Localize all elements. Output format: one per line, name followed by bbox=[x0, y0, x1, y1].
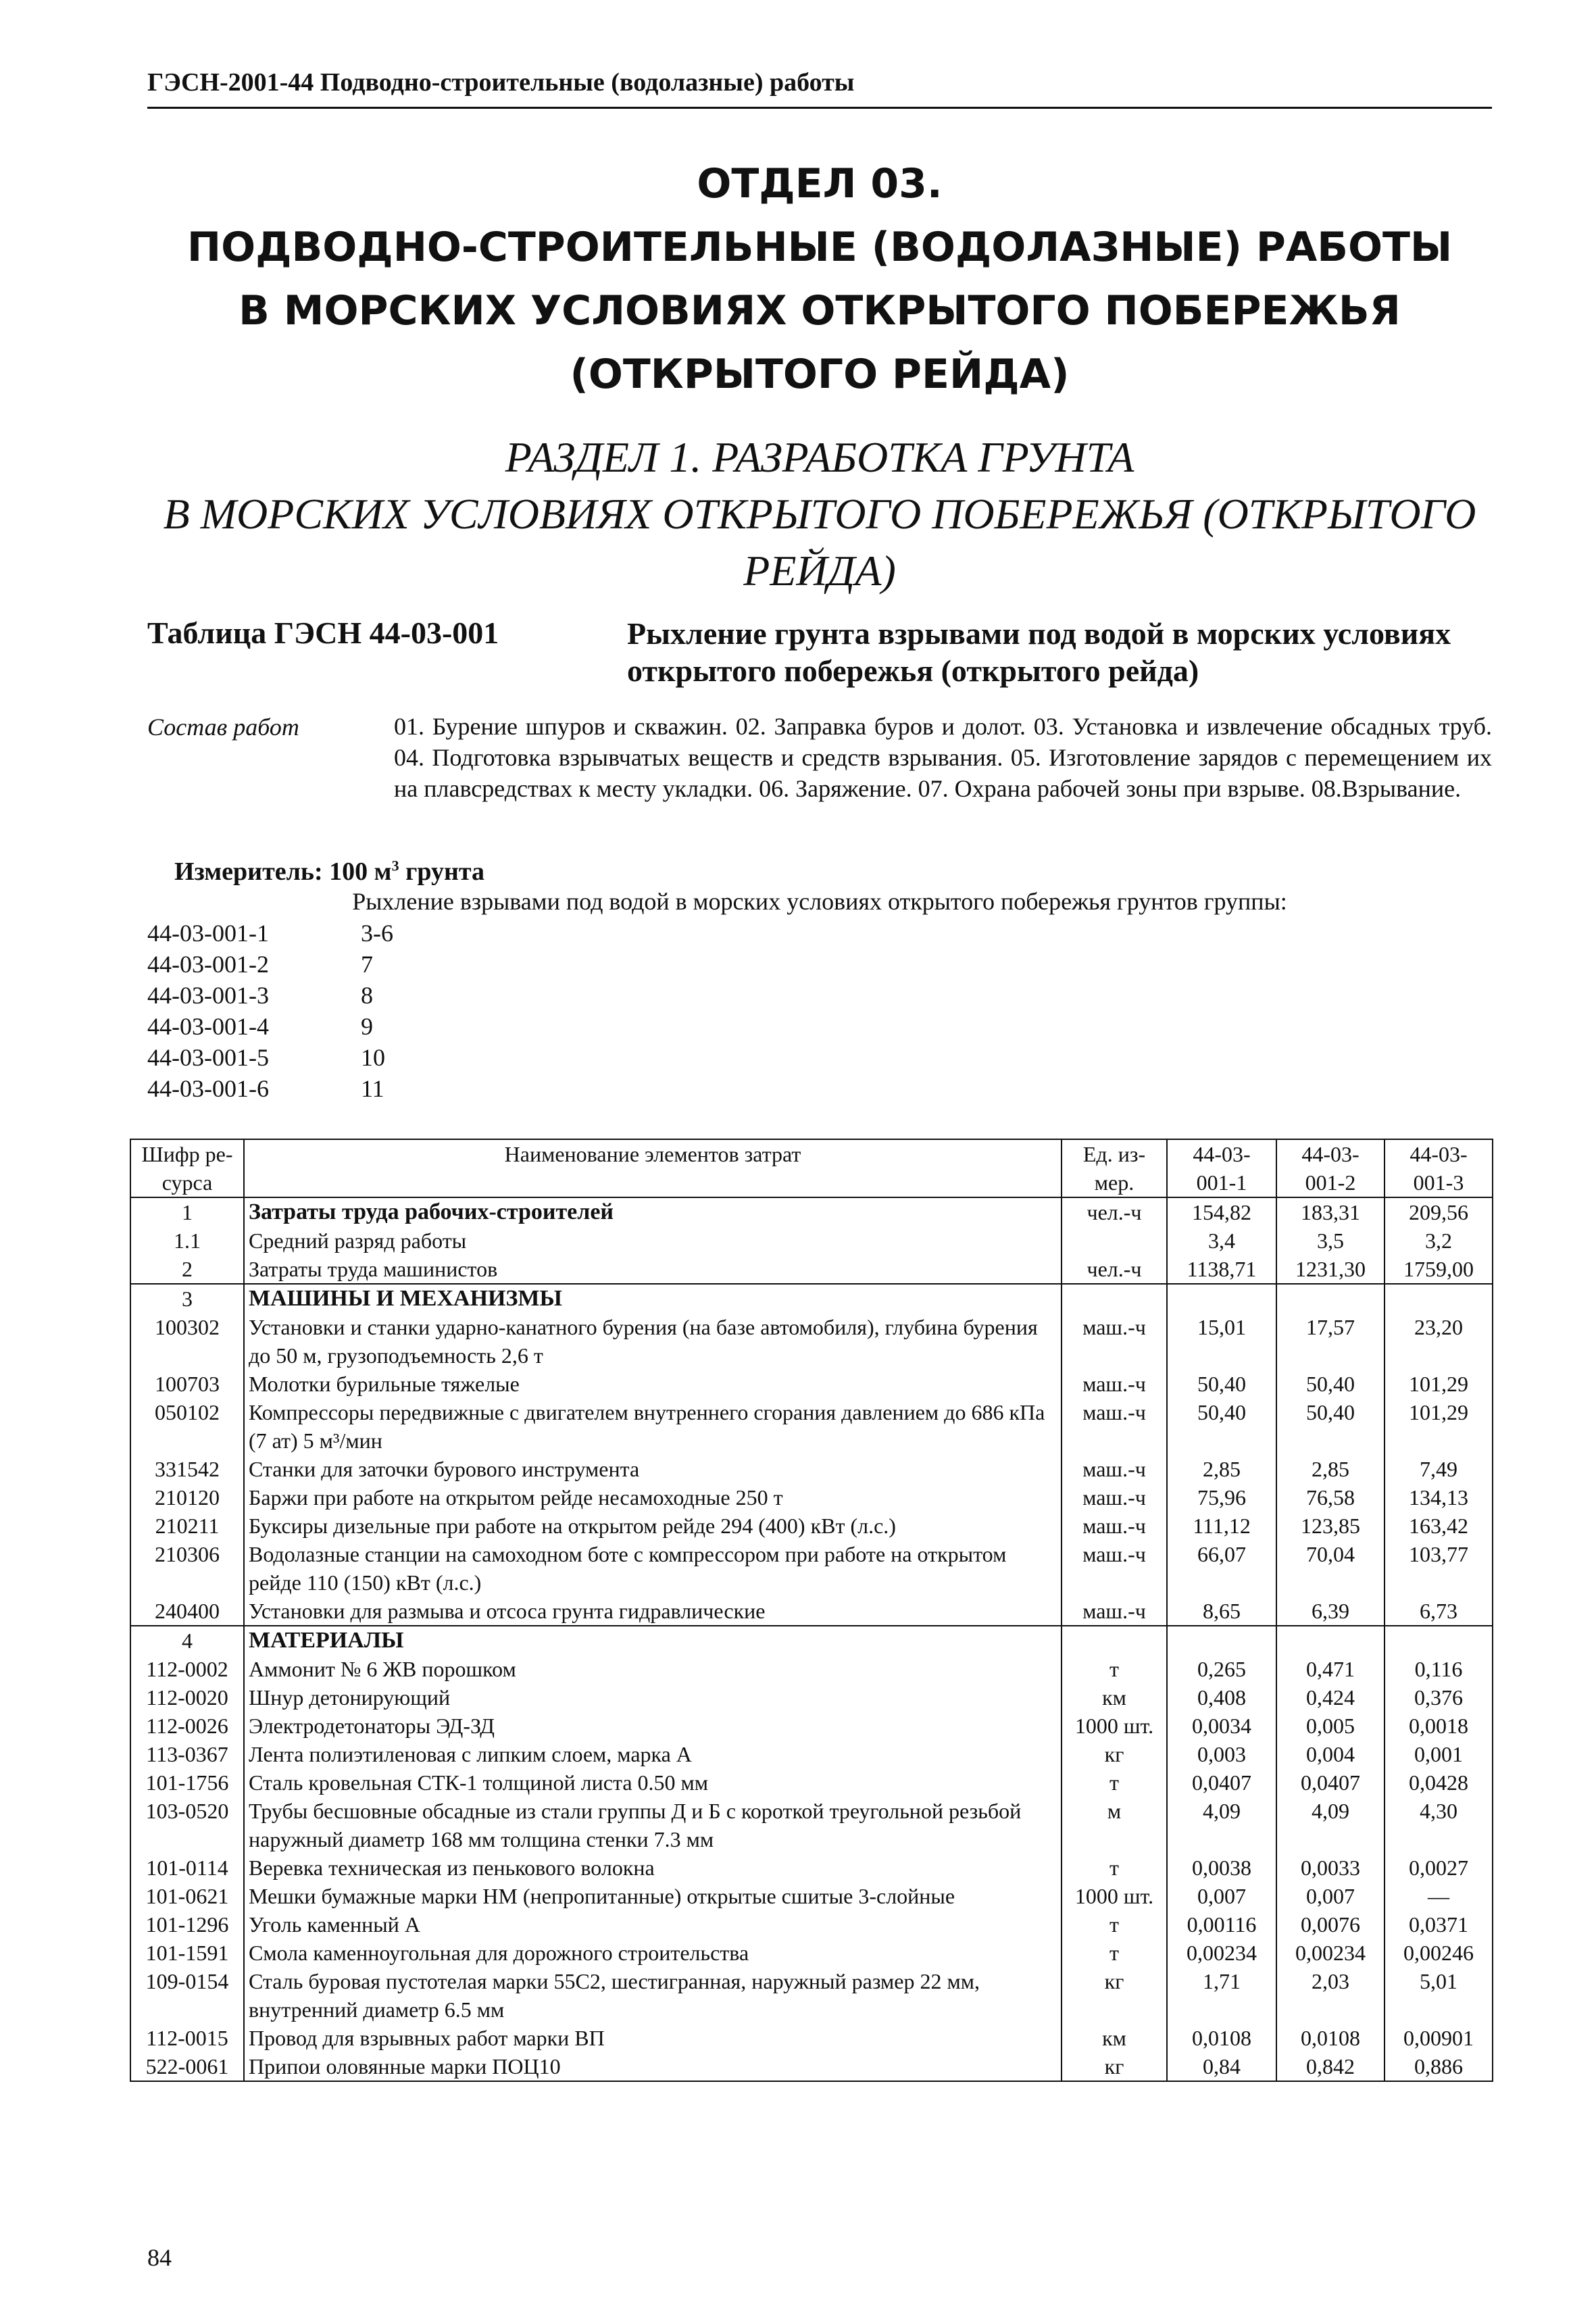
resource-unit: маш.-ч bbox=[1062, 1398, 1167, 1455]
value-col3: 163,42 bbox=[1385, 1512, 1493, 1540]
resource-unit: чел.-ч bbox=[1062, 1255, 1167, 1284]
table-row bbox=[130, 1226, 1493, 1255]
page-number: 84 bbox=[147, 2244, 172, 2271]
table-body bbox=[130, 1197, 1493, 2081]
header-name bbox=[244, 1139, 1062, 1197]
value-col2: 0,424 bbox=[1276, 1683, 1385, 1712]
resource-unit: маш.-ч bbox=[1062, 1512, 1167, 1540]
resource-code: 4 bbox=[130, 1626, 244, 1655]
value-col1: 66,07 bbox=[1167, 1540, 1276, 1597]
value-col3: 0,0027 bbox=[1385, 1853, 1493, 1882]
value-col2: 183,31 bbox=[1276, 1197, 1385, 1226]
value-col3: 209,56 bbox=[1385, 1197, 1493, 1226]
code-item bbox=[147, 918, 393, 949]
value-col2: 4,09 bbox=[1276, 1797, 1385, 1853]
resource-name: Средний разряд работы bbox=[244, 1226, 1062, 1255]
header-col2-line: 001-2 bbox=[1305, 1170, 1356, 1195]
meter-prefix: Измеритель: 100 м bbox=[174, 857, 392, 886]
value-col3: 101,29 bbox=[1385, 1370, 1493, 1398]
resource-unit: маш.-ч bbox=[1062, 1370, 1167, 1398]
resource-name: Станки для заточки бурового инструмента bbox=[244, 1455, 1062, 1483]
value-col2: 0,471 bbox=[1276, 1655, 1385, 1683]
table-row bbox=[130, 1512, 1493, 1540]
header-code-line: сурса bbox=[161, 1170, 213, 1195]
section-heading bbox=[147, 429, 1492, 599]
resource-name: Шнур детонирующий bbox=[244, 1683, 1062, 1712]
value-col3: 7,49 bbox=[1385, 1455, 1493, 1483]
value-col2: 50,40 bbox=[1276, 1398, 1385, 1455]
value-col2: 70,04 bbox=[1276, 1540, 1385, 1597]
value-col1: 0,00234 bbox=[1167, 1939, 1276, 1967]
value-col1: 50,40 bbox=[1167, 1398, 1276, 1455]
resource-name: Трубы бесшовные обсадные из стали группы Д и Б с короткой треугольной резьбой наружный диаметр 168 мм толщина стенки 7.3 мм bbox=[244, 1797, 1062, 1853]
value-col2: 2,03 bbox=[1276, 1967, 1385, 2024]
value-col3: 1759,00 bbox=[1385, 1255, 1493, 1284]
code-item bbox=[147, 1042, 393, 1073]
resource-name: Смола каменноугольная для дорожного строительства bbox=[244, 1939, 1062, 1967]
resource-unit: 1000 шт. bbox=[1062, 1712, 1167, 1740]
resource-name: Аммонит № 6 ЖВ порошком bbox=[244, 1655, 1062, 1683]
resource-name: Электродетонаторы ЭД-ЗД bbox=[244, 1712, 1062, 1740]
value-col2: 0,004 bbox=[1276, 1740, 1385, 1768]
resource-unit: маш.-ч bbox=[1062, 1540, 1167, 1597]
resource-unit: км bbox=[1062, 2024, 1167, 2052]
table-row bbox=[130, 1370, 1493, 1398]
value-col3: 0,0428 bbox=[1385, 1768, 1493, 1797]
resource-code: 240400 bbox=[130, 1597, 244, 1626]
soil-group: 11 bbox=[361, 1075, 384, 1102]
resource-table bbox=[130, 1139, 1493, 2082]
resource-code: 101-1296 bbox=[130, 1910, 244, 1939]
soil-group: 9 bbox=[361, 1013, 373, 1040]
value-col2: 17,57 bbox=[1276, 1313, 1385, 1370]
value-col2 bbox=[1276, 1284, 1385, 1313]
table-row bbox=[130, 1197, 1493, 1226]
resource-name: Установки для размыва и отсоса грунта гидравлические bbox=[244, 1597, 1062, 1626]
value-col2 bbox=[1276, 1626, 1385, 1655]
value-col3: 0,886 bbox=[1385, 2052, 1493, 2081]
table-row bbox=[130, 1683, 1493, 1712]
value-col3: 103,77 bbox=[1385, 1540, 1493, 1597]
header-col2-line: 44-03- bbox=[1301, 1142, 1360, 1166]
header-rule bbox=[147, 107, 1492, 109]
header-col2 bbox=[1276, 1139, 1385, 1197]
resource-name: Затраты труда рабочих-строителей bbox=[244, 1197, 1062, 1226]
table-row bbox=[130, 1540, 1493, 1597]
value-col2: 0,007 bbox=[1276, 1882, 1385, 1910]
code-item bbox=[147, 949, 393, 980]
code-value: 44-03-001-1 bbox=[147, 920, 269, 947]
table-row bbox=[130, 1882, 1493, 1910]
section-line: РАЗДЕЛ 1. РАЗРАБОТКА ГРУНТА bbox=[505, 433, 1134, 481]
resource-code: 100302 bbox=[130, 1313, 244, 1370]
soil-group: 7 bbox=[361, 951, 373, 978]
code-value: 44-03-001-5 bbox=[147, 1044, 269, 1071]
value-col2: 0,0407 bbox=[1276, 1768, 1385, 1797]
value-col1: 154,82 bbox=[1167, 1197, 1276, 1226]
value-col2: 76,58 bbox=[1276, 1483, 1385, 1512]
value-col1: 0,0407 bbox=[1167, 1768, 1276, 1797]
table-title: Рыхление грунта взрывами под водой в морских условиях открытого побережья (открытого рейда) bbox=[627, 616, 1451, 688]
soil-group: 8 bbox=[361, 982, 373, 1009]
resource-name: Буксиры дизельные при работе на открытом рейде 294 (400) кВт (л.с.) bbox=[244, 1512, 1062, 1540]
value-col1 bbox=[1167, 1284, 1276, 1313]
table-row bbox=[130, 2052, 1493, 2081]
table-header-row bbox=[130, 1139, 1493, 1197]
soil-group: 10 bbox=[361, 1044, 385, 1071]
running-header: ГЭСН-2001-44 Подводно-строительные (водолазные) работы bbox=[147, 68, 855, 97]
value-col3 bbox=[1385, 1284, 1493, 1313]
value-col3: 101,29 bbox=[1385, 1398, 1493, 1455]
value-col3: 0,116 bbox=[1385, 1655, 1493, 1683]
department-line: В МОРСКИХ УСЛОВИЯХ ОТКРЫТОГО ПОБЕРЕЖЬЯ bbox=[239, 287, 1401, 334]
header-name-text: Наименование элементов затрат bbox=[504, 1142, 801, 1166]
resource-name: МАШИНЫ И МЕХАНИЗМЫ bbox=[244, 1284, 1062, 1313]
meter-sup: 3 bbox=[391, 857, 399, 874]
works-text: 01. Бурение шпуров и скважин. 02. Заправка буров и долот. 03. Установка и извлечение обсадных труб. 04. Подготовка взрывчатых веществ и средств взрывания. 05. Изготовление зарядов с перемещением их на плавсредствах к месту укладки. 06. Заряжение. 07. Охрана рабочей зоны при взрыве. 08.Взрывание. bbox=[394, 713, 1492, 802]
resource-code: 522-0061 bbox=[130, 2052, 244, 2081]
department-heading bbox=[147, 152, 1492, 406]
value-col3: 4,30 bbox=[1385, 1797, 1493, 1853]
header-code bbox=[130, 1139, 244, 1197]
value-col1: 50,40 bbox=[1167, 1370, 1276, 1398]
value-col1: 15,01 bbox=[1167, 1313, 1276, 1370]
resource-name: Лента полиэтиленовая с липким слоем, марка А bbox=[244, 1740, 1062, 1768]
value-col3: 0,0018 bbox=[1385, 1712, 1493, 1740]
works-label: Состав работ bbox=[147, 714, 299, 741]
value-col3: 0,00901 bbox=[1385, 2024, 1493, 2052]
value-col3: 5,01 bbox=[1385, 1967, 1493, 2024]
code-value: 44-03-001-4 bbox=[147, 1013, 269, 1040]
value-col3: 0,001 bbox=[1385, 1740, 1493, 1768]
header-col3-line: 001-3 bbox=[1413, 1170, 1464, 1195]
resource-name: Сталь кровельная СТК-1 толщиной листа 0.50 мм bbox=[244, 1768, 1062, 1797]
table-row bbox=[130, 1626, 1493, 1655]
value-col3: 3,2 bbox=[1385, 1226, 1493, 1255]
resource-name: Баржи при работе на открытом рейде несамоходные 250 т bbox=[244, 1483, 1062, 1512]
resource-name: Молотки бурильные тяжелые bbox=[244, 1370, 1062, 1398]
value-col2: 123,85 bbox=[1276, 1512, 1385, 1540]
table-row bbox=[130, 1455, 1493, 1483]
header-col1 bbox=[1167, 1139, 1276, 1197]
code-item bbox=[147, 1011, 393, 1042]
value-col2: 3,5 bbox=[1276, 1226, 1385, 1255]
resource-unit: маш.-ч bbox=[1062, 1597, 1167, 1626]
value-col2: 6,39 bbox=[1276, 1597, 1385, 1626]
table-row bbox=[130, 1483, 1493, 1512]
resource-code: 210306 bbox=[130, 1540, 244, 1597]
value-col1: 0,00116 bbox=[1167, 1910, 1276, 1939]
resource-unit: т bbox=[1062, 1655, 1167, 1683]
value-col1 bbox=[1167, 1626, 1276, 1655]
resource-unit bbox=[1062, 1284, 1167, 1313]
value-col3: — bbox=[1385, 1882, 1493, 1910]
value-col3: 0,00246 bbox=[1385, 1939, 1493, 1967]
value-col1: 2,85 bbox=[1167, 1455, 1276, 1483]
value-col1: 3,4 bbox=[1167, 1226, 1276, 1255]
table-row bbox=[130, 1740, 1493, 1768]
resource-unit: чел.-ч bbox=[1062, 1197, 1167, 1226]
value-col2: 0,0108 bbox=[1276, 2024, 1385, 2052]
resource-code: 331542 bbox=[130, 1455, 244, 1483]
table-row bbox=[130, 1313, 1493, 1370]
value-col1: 0,0108 bbox=[1167, 2024, 1276, 2052]
value-col2: 0,005 bbox=[1276, 1712, 1385, 1740]
resource-unit: т bbox=[1062, 1768, 1167, 1797]
resource-code: 210211 bbox=[130, 1512, 244, 1540]
resource-unit bbox=[1062, 1626, 1167, 1655]
resource-code: 101-0621 bbox=[130, 1882, 244, 1910]
resource-code: 210120 bbox=[130, 1483, 244, 1512]
value-col2: 0,842 bbox=[1276, 2052, 1385, 2081]
value-col1: 8,65 bbox=[1167, 1597, 1276, 1626]
resource-code: 100703 bbox=[130, 1370, 244, 1398]
loosening-intro: Рыхление взрывами под водой в морских условиях открытого побережья грунтов группы: bbox=[352, 888, 1287, 915]
value-col3: 23,20 bbox=[1385, 1313, 1493, 1370]
value-col1: 0,408 bbox=[1167, 1683, 1276, 1712]
resource-name: Сталь буровая пустотелая марки 55С2, шестигранная, наружный размер 22 мм, внутренний диаметр 6.5 мм bbox=[244, 1967, 1062, 2024]
table-row bbox=[130, 2024, 1493, 2052]
value-col1: 0,0038 bbox=[1167, 1853, 1276, 1882]
resource-code: 103-0520 bbox=[130, 1797, 244, 1853]
resource-name: Уголь каменный А bbox=[244, 1910, 1062, 1939]
table-row bbox=[130, 1255, 1493, 1284]
value-col1: 1138,71 bbox=[1167, 1255, 1276, 1284]
resource-code: 2 bbox=[130, 1255, 244, 1284]
table-row bbox=[130, 1910, 1493, 1939]
value-col1: 0,84 bbox=[1167, 2052, 1276, 2081]
value-col2: 1231,30 bbox=[1276, 1255, 1385, 1284]
table-row bbox=[130, 1768, 1493, 1797]
resource-name: Веревка техническая из пенькового волокна bbox=[244, 1853, 1062, 1882]
section-line: РЕЙДА) bbox=[743, 547, 896, 595]
resource-name: Провод для взрывных работ марки ВП bbox=[244, 2024, 1062, 2052]
resource-table-wrapper bbox=[130, 1139, 1492, 2082]
resource-unit: т bbox=[1062, 1910, 1167, 1939]
resource-name: Компрессоры передвижные с двигателем внутреннего сгорания давлением до 686 кПа (7 ат) 5 м³/мин bbox=[244, 1398, 1062, 1455]
resource-unit bbox=[1062, 1226, 1167, 1255]
value-col1: 0,265 bbox=[1167, 1655, 1276, 1683]
header-code-line: Шифр ре- bbox=[141, 1142, 233, 1166]
resource-unit: кг bbox=[1062, 1967, 1167, 2024]
resource-name: Водолазные станции на самоходном боте с компрессором при работе на открытом рейде 110 (150) кВт (л.с.) bbox=[244, 1540, 1062, 1597]
resource-name: Установки и станки ударно-канатного бурения (на базе автомобиля), глубина бурения до 50 м, грузоподъемность 2,6 т bbox=[244, 1313, 1062, 1370]
table-row bbox=[130, 1398, 1493, 1455]
header-col1-line: 001-1 bbox=[1196, 1170, 1247, 1195]
code-value: 44-03-001-6 bbox=[147, 1075, 269, 1102]
value-col1: 0,007 bbox=[1167, 1882, 1276, 1910]
table-row bbox=[130, 1967, 1493, 2024]
section-line: В МОРСКИХ УСЛОВИЯХ ОТКРЫТОГО ПОБЕРЕЖЬЯ (ОТКРЫТОГО bbox=[163, 490, 1476, 538]
resource-code: 112-0020 bbox=[130, 1683, 244, 1712]
resource-unit: маш.-ч bbox=[1062, 1455, 1167, 1483]
resource-code: 112-0015 bbox=[130, 2024, 244, 2052]
resource-code: 3 bbox=[130, 1284, 244, 1313]
resource-unit: т bbox=[1062, 1853, 1167, 1882]
code-list bbox=[147, 918, 393, 1104]
header-col1-line: 44-03- bbox=[1193, 1142, 1251, 1166]
table-row bbox=[130, 1597, 1493, 1626]
resource-unit: кг bbox=[1062, 2052, 1167, 2081]
resource-unit: 1000 шт. bbox=[1062, 1882, 1167, 1910]
resource-code: 101-0114 bbox=[130, 1853, 244, 1882]
table-row bbox=[130, 1284, 1493, 1313]
resource-unit: кг bbox=[1062, 1740, 1167, 1768]
department-line: ОТДЕЛ 03. bbox=[697, 160, 943, 207]
code-value: 44-03-001-3 bbox=[147, 982, 269, 1009]
value-col3: 134,13 bbox=[1385, 1483, 1493, 1512]
meter-suffix: грунта bbox=[399, 857, 484, 886]
resource-code: 113-0367 bbox=[130, 1740, 244, 1768]
resource-name: МАТЕРИАЛЫ bbox=[244, 1626, 1062, 1655]
value-col2: 0,0076 bbox=[1276, 1910, 1385, 1939]
value-col2: 50,40 bbox=[1276, 1370, 1385, 1398]
header-unit bbox=[1062, 1139, 1167, 1197]
resource-name: Затраты труда машинистов bbox=[244, 1255, 1062, 1284]
code-item bbox=[147, 980, 393, 1011]
table-row bbox=[130, 1853, 1493, 1882]
resource-code: 1.1 bbox=[130, 1226, 244, 1255]
table-row bbox=[130, 1939, 1493, 1967]
resource-unit: км bbox=[1062, 1683, 1167, 1712]
header-unit-line: Ед. из- bbox=[1082, 1142, 1146, 1166]
header-unit-line: мер. bbox=[1094, 1170, 1134, 1195]
resource-unit: т bbox=[1062, 1939, 1167, 1967]
resource-code: 050102 bbox=[130, 1398, 244, 1455]
header-col3-line: 44-03- bbox=[1410, 1142, 1468, 1166]
resource-code: 101-1591 bbox=[130, 1939, 244, 1967]
code-value: 44-03-001-2 bbox=[147, 951, 269, 978]
value-col1: 0,0034 bbox=[1167, 1712, 1276, 1740]
meter-line bbox=[174, 857, 484, 887]
value-col3: 0,376 bbox=[1385, 1683, 1493, 1712]
value-col2: 0,00234 bbox=[1276, 1939, 1385, 1967]
table-row bbox=[130, 1797, 1493, 1853]
table-row bbox=[130, 1655, 1493, 1683]
value-col3: 0,0371 bbox=[1385, 1910, 1493, 1939]
value-col2: 0,0033 bbox=[1276, 1853, 1385, 1882]
resource-code: 112-0026 bbox=[130, 1712, 244, 1740]
value-col1: 75,96 bbox=[1167, 1483, 1276, 1512]
value-col2: 2,85 bbox=[1276, 1455, 1385, 1483]
resource-unit: маш.-ч bbox=[1062, 1483, 1167, 1512]
value-col1: 4,09 bbox=[1167, 1797, 1276, 1853]
department-line: (ОТКРЫТОГО РЕЙДА) bbox=[570, 351, 1070, 398]
resource-code: 112-0002 bbox=[130, 1655, 244, 1683]
soil-group: 3-6 bbox=[361, 920, 393, 947]
department-line: ПОДВОДНО-СТРОИТЕЛЬНЫЕ (ВОДОЛАЗНЫЕ) РАБОТЫ bbox=[186, 224, 1453, 271]
value-col1: 111,12 bbox=[1167, 1512, 1276, 1540]
resource-unit: маш.-ч bbox=[1062, 1313, 1167, 1370]
table-label: Таблица ГЭСН 44-03-001 bbox=[147, 616, 499, 650]
table-row bbox=[130, 1712, 1493, 1740]
resource-name: Припои оловянные марки ПОЦ10 bbox=[244, 2052, 1062, 2081]
resource-code: 109-0154 bbox=[130, 1967, 244, 2024]
value-col1: 1,71 bbox=[1167, 1967, 1276, 2024]
value-col3 bbox=[1385, 1626, 1493, 1655]
resource-unit: м bbox=[1062, 1797, 1167, 1853]
value-col3: 6,73 bbox=[1385, 1597, 1493, 1626]
resource-name: Мешки бумажные марки НМ (непропитанные) открытые сшитые 3-слойные bbox=[244, 1882, 1062, 1910]
value-col1: 0,003 bbox=[1167, 1740, 1276, 1768]
resource-code: 101-1756 bbox=[130, 1768, 244, 1797]
resource-code: 1 bbox=[130, 1197, 244, 1226]
code-item bbox=[147, 1073, 393, 1104]
header-col3 bbox=[1385, 1139, 1493, 1197]
